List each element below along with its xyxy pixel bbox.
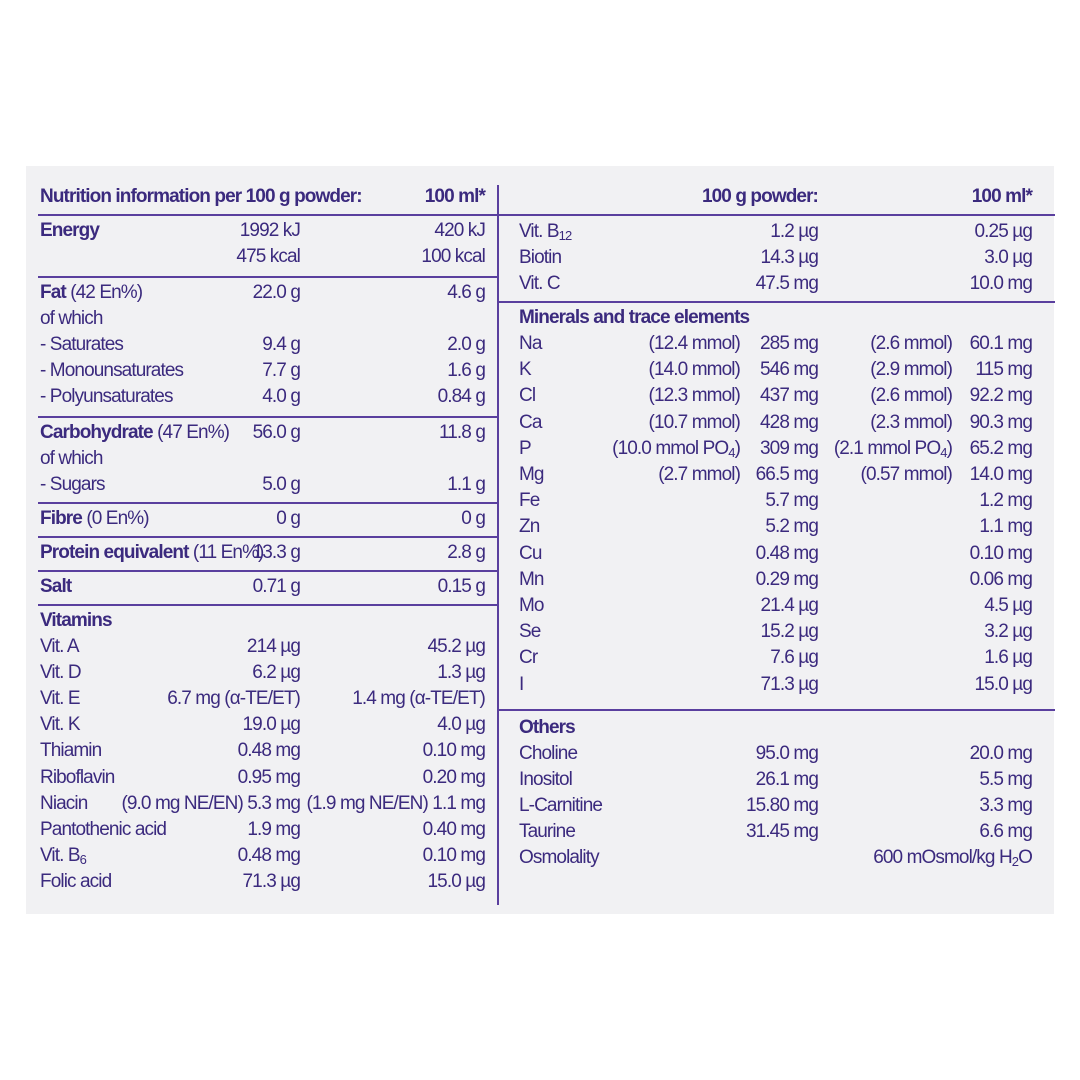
table-title: Nutrition information per 100 g powder: <box>40 186 362 207</box>
rule-salt <box>38 604 498 606</box>
column-divider <box>497 185 499 905</box>
other-label: L-Carnitine <box>519 795 603 816</box>
mineral-100g: 66.5 mg <box>755 464 818 485</box>
energy-kcal-100ml: 100 kcal <box>421 246 485 267</box>
mineral-100ml: 65.2 mg <box>969 437 1032 459</box>
fibre-note: (0 En%) <box>81 508 149 529</box>
vitamin-100g: 14.3 µg <box>760 247 818 268</box>
mineral-100g: 71.3 µg <box>760 673 818 695</box>
vitamin-label <box>40 660 81 686</box>
mineral-100g: 428 mg <box>760 411 818 433</box>
mineral-100g: 285 mg <box>760 333 818 354</box>
header-100g-right: 100 g powder: <box>701 186 818 207</box>
fat-100ml: 4.6 g <box>447 282 485 303</box>
mineral-mmol-100ml <box>800 331 952 357</box>
rule-vitamins-top <box>499 301 1055 303</box>
vitamin-name: Vit. B <box>519 221 559 242</box>
vitamin-100g: 71.3 µg <box>242 870 300 892</box>
vitamin-label <box>519 271 560 297</box>
vitamin-name: Vit. D <box>40 662 81 684</box>
vitamin-label <box>519 219 571 245</box>
other-100ml: 3.3 mg <box>979 795 1032 816</box>
mineral-mmol-100g <box>590 462 740 488</box>
salt-label: Salt <box>40 576 72 597</box>
other-100g: 31.45 mg <box>745 821 818 842</box>
mmol-text: (0.57 mmol) <box>860 464 952 485</box>
rule-carb <box>38 502 498 504</box>
osmolality-end: O <box>1018 847 1032 868</box>
mineral-label: Cl <box>519 385 536 407</box>
mineral-100ml: 3.2 µg <box>984 621 1032 643</box>
header-100ml-left: 100 ml* <box>424 186 485 207</box>
vitamin-100ml: 3.0 µg <box>984 247 1032 268</box>
vitamin-100g: (9.0 mg NE/EN) 5.3 mg <box>121 792 300 814</box>
mineral-label: K <box>519 359 531 381</box>
carb-sub-label: - Sugars <box>40 474 105 495</box>
mineral-100ml: 60.1 mg <box>969 333 1032 354</box>
vitamin-100ml: 1.4 mg (α-TE/ET) <box>352 688 485 710</box>
carb-sub-100ml: 1.1 g <box>447 474 485 495</box>
salt-100ml: 0.15 g <box>437 576 485 597</box>
vitamin-100g: 6.2 µg <box>252 662 300 684</box>
rule-protein <box>38 570 498 572</box>
vitamin-100ml: 10.0 mg <box>969 273 1032 294</box>
mineral-label: Ca <box>519 411 542 433</box>
other-100ml: 6.6 mg <box>979 821 1032 842</box>
mineral-label: Na <box>519 333 542 354</box>
vitamin-100g: 0.48 mg <box>237 844 300 866</box>
mmol-subscript: 4 <box>940 444 947 460</box>
protein-100g: 13.3 g <box>252 542 300 563</box>
mineral-100g: 5.7 mg <box>765 490 818 512</box>
mineral-100g: 5.2 mg <box>765 516 818 538</box>
vitamin-100g: 6.7 mg (α-TE/ET) <box>167 688 300 710</box>
energy-kj-100g: 1992 kJ <box>239 220 300 241</box>
osmolality-sub: 2 <box>1011 854 1019 869</box>
protein-label <box>40 540 264 566</box>
fibre-100g: 0 g <box>276 508 300 529</box>
mineral-100g: 7.6 µg <box>770 647 818 669</box>
mineral-100g: 0.29 mg <box>755 568 818 590</box>
mineral-mmol-100ml <box>800 462 952 488</box>
mmol-text: (12.4 mmol) <box>648 333 740 354</box>
mmol-subscript: 4 <box>728 444 735 460</box>
fat-sub-100g: 9.4 g <box>262 334 300 355</box>
mineral-100g: 0.48 mg <box>755 542 818 564</box>
salt-100g: 0.71 g <box>252 576 300 597</box>
rule-fat <box>38 416 498 418</box>
mmol-text: (14.0 mmol) <box>648 359 740 381</box>
vitamin-100g: 0.48 mg <box>237 740 300 762</box>
carb-name: Carbohydrate <box>40 422 153 443</box>
vitamin-100ml: 15.0 µg <box>427 870 485 892</box>
other-label: Choline <box>519 743 578 764</box>
osmolality-value <box>780 845 1032 871</box>
carb-of-which: of which <box>40 448 103 469</box>
energy-kj-100ml: 420 kJ <box>434 220 485 241</box>
vitamin-name: Vit. A <box>40 636 79 657</box>
fat-sub-label: - Saturates <box>40 334 124 355</box>
vitamin-label <box>519 245 561 271</box>
vitamin-name: Folic acid <box>40 870 112 892</box>
rule-energy <box>38 276 498 278</box>
mineral-100ml: 90.3 mg <box>969 411 1032 433</box>
protein-note: (11 En%) <box>188 542 264 563</box>
mineral-100g: 21.4 µg <box>760 595 818 616</box>
vitamin-label <box>40 686 80 712</box>
mmol-text: (2.3 mmol) <box>870 411 952 433</box>
mineral-mmol-100ml <box>800 383 952 409</box>
carb-note: (47 En%) <box>152 422 230 443</box>
vitamin-name: Biotin <box>519 247 562 268</box>
other-100g: 15.80 mg <box>745 795 818 816</box>
other-label: Inositol <box>519 769 573 790</box>
fat-sub-100g: 7.7 g <box>262 360 300 381</box>
mineral-100ml: 1.2 mg <box>979 490 1032 512</box>
mineral-mmol-100g <box>590 331 740 357</box>
fat-label <box>40 280 142 306</box>
mineral-mmol-100g <box>590 410 740 436</box>
header-100ml-right: 100 ml* <box>971 186 1032 207</box>
vitamin-100ml: 0.40 mg <box>422 818 485 840</box>
vitamin-100g: 0.95 mg <box>237 766 300 788</box>
vitamin-label <box>40 843 86 869</box>
vitamin-100ml: 0.10 mg <box>422 740 485 762</box>
vitamin-name: Vit. K <box>40 714 80 736</box>
vitamin-label <box>40 634 79 660</box>
mmol-text: (2.1 mmol PO <box>833 437 941 459</box>
fat-sub-100ml: 0.84 g <box>437 386 485 407</box>
mmol-text: (2.6 mmol) <box>870 385 952 407</box>
other-label: Taurine <box>519 821 576 842</box>
other-100g: 95.0 mg <box>755 743 818 764</box>
mineral-label: Mg <box>519 464 544 485</box>
fibre-100ml: 0 g <box>461 508 485 529</box>
mineral-100ml: 92.2 mg <box>969 385 1032 407</box>
mineral-100ml: 1.6 µg <box>984 647 1032 669</box>
osmolality-text: 600 mOsmol/kg H <box>873 847 1012 868</box>
vitamin-100ml: 0.25 µg <box>974 221 1032 242</box>
vitamin-100ml: (1.9 mg NE/EN) 1.1 mg <box>306 792 485 814</box>
rule-fibre <box>38 536 498 538</box>
fat-sub-100g: 4.0 g <box>262 386 300 407</box>
mineral-100ml: 14.0 mg <box>969 464 1032 485</box>
mineral-label: Fe <box>519 490 540 512</box>
vitamin-label <box>40 738 101 764</box>
rule-header <box>38 214 1055 216</box>
mineral-100g: 546 mg <box>760 359 818 381</box>
fat-sub-100ml: 1.6 g <box>447 360 485 381</box>
minerals-title: Minerals and trace elements <box>519 307 750 328</box>
mineral-100ml: 15.0 µg <box>974 673 1032 695</box>
vitamin-100g: 1.2 µg <box>770 221 818 242</box>
carb-sub-100g: 5.0 g <box>262 474 300 495</box>
vitamin-100ml: 45.2 µg <box>427 636 485 657</box>
mineral-100ml: 4.5 µg <box>984 595 1032 616</box>
carb-100g: 56.0 g <box>252 422 300 443</box>
vitamin-name: Pantothenic acid <box>40 818 167 840</box>
vitamin-name: Riboflavin <box>40 766 115 788</box>
mineral-label: Mn <box>519 568 544 590</box>
protein-name: Protein equivalent <box>40 542 189 563</box>
mineral-100ml: 1.1 mg <box>979 516 1032 538</box>
mmol-text: (2.7 mmol) <box>658 464 740 485</box>
mineral-100g: 15.2 µg <box>760 621 818 643</box>
vitamin-100g: 214 µg <box>246 636 300 657</box>
vitamin-100g: 19.0 µg <box>242 714 300 736</box>
fat-100g: 22.0 g <box>252 282 300 303</box>
mineral-label: Zn <box>519 516 540 538</box>
vitamin-subscript: 12 <box>558 228 572 243</box>
mineral-mmol-100ml <box>800 436 952 462</box>
vitamin-name: Niacin <box>40 792 88 814</box>
mineral-100g: 309 mg <box>760 437 818 459</box>
mineral-label: Cu <box>519 542 542 564</box>
vitamins-title: Vitamins <box>40 610 112 631</box>
mineral-mmol-100g <box>590 383 740 409</box>
vitamin-name: Thiamin <box>40 740 102 762</box>
other-100ml: 5.5 mg <box>979 769 1032 790</box>
mineral-label: Se <box>519 621 541 643</box>
fat-sub-100ml: 2.0 g <box>447 334 485 355</box>
vitamin-label <box>40 791 87 817</box>
vitamin-name: Vit. C <box>519 273 560 294</box>
mmol-text: (2.9 mmol) <box>870 359 952 381</box>
vitamin-100g: 47.5 mg <box>755 273 818 294</box>
mmol-end: ) <box>734 437 740 459</box>
mineral-mmol-100g <box>590 436 740 462</box>
mineral-label: I <box>519 673 524 695</box>
carb-100ml: 11.8 g <box>438 422 485 443</box>
energy-label: Energy <box>40 220 100 241</box>
rule-minerals <box>499 709 1055 711</box>
fat-name: Fat <box>40 282 66 303</box>
vitamin-100ml: 0.20 mg <box>422 766 485 788</box>
mineral-label: P <box>519 437 531 459</box>
other-100ml: 20.0 mg <box>969 743 1032 764</box>
fibre-name: Fibre <box>40 508 82 529</box>
mmol-text: (10.7 mmol) <box>648 411 740 433</box>
others-title: Others <box>519 717 575 738</box>
vitamin-name: Vit. E <box>40 688 80 710</box>
vitamin-label <box>40 712 80 738</box>
mmol-text: (2.6 mmol) <box>870 333 952 354</box>
fat-note: (42 En%) <box>65 282 143 303</box>
mineral-100ml: 0.06 mg <box>969 568 1032 590</box>
mineral-mmol-100ml <box>800 410 952 436</box>
mineral-label: Cr <box>519 647 538 669</box>
fat-sub-label: - Polyunsaturates <box>40 386 173 407</box>
fat-of-which: of which <box>40 308 103 329</box>
fibre-label <box>40 506 149 532</box>
protein-100ml: 2.8 g <box>447 542 485 563</box>
mineral-label: Mo <box>519 595 544 616</box>
mineral-100ml: 115 mg <box>975 359 1032 381</box>
vitamin-100g: 1.9 mg <box>247 818 300 840</box>
mmol-text: (12.3 mmol) <box>648 385 740 407</box>
vitamin-100ml: 4.0 µg <box>437 714 485 736</box>
osmolality-label: Osmolality <box>519 847 599 868</box>
other-100g: 26.1 mg <box>755 769 818 790</box>
mineral-mmol-100g <box>590 357 740 383</box>
mineral-mmol-100ml <box>800 357 952 383</box>
fat-sub-label: - Monounsaturates <box>40 360 184 381</box>
mmol-end: ) <box>946 437 952 459</box>
vitamin-100ml: 1.3 µg <box>437 662 485 684</box>
mmol-text: (10.0 mmol PO <box>612 437 729 459</box>
vitamin-100ml: 0.10 mg <box>422 844 485 866</box>
vitamin-name: Vit. B <box>40 844 80 866</box>
mineral-100ml: 0.10 mg <box>969 542 1032 564</box>
vitamin-subscript: 6 <box>79 851 87 867</box>
energy-kcal-100g: 475 kcal <box>236 246 300 267</box>
mineral-100g: 437 mg <box>760 385 818 407</box>
